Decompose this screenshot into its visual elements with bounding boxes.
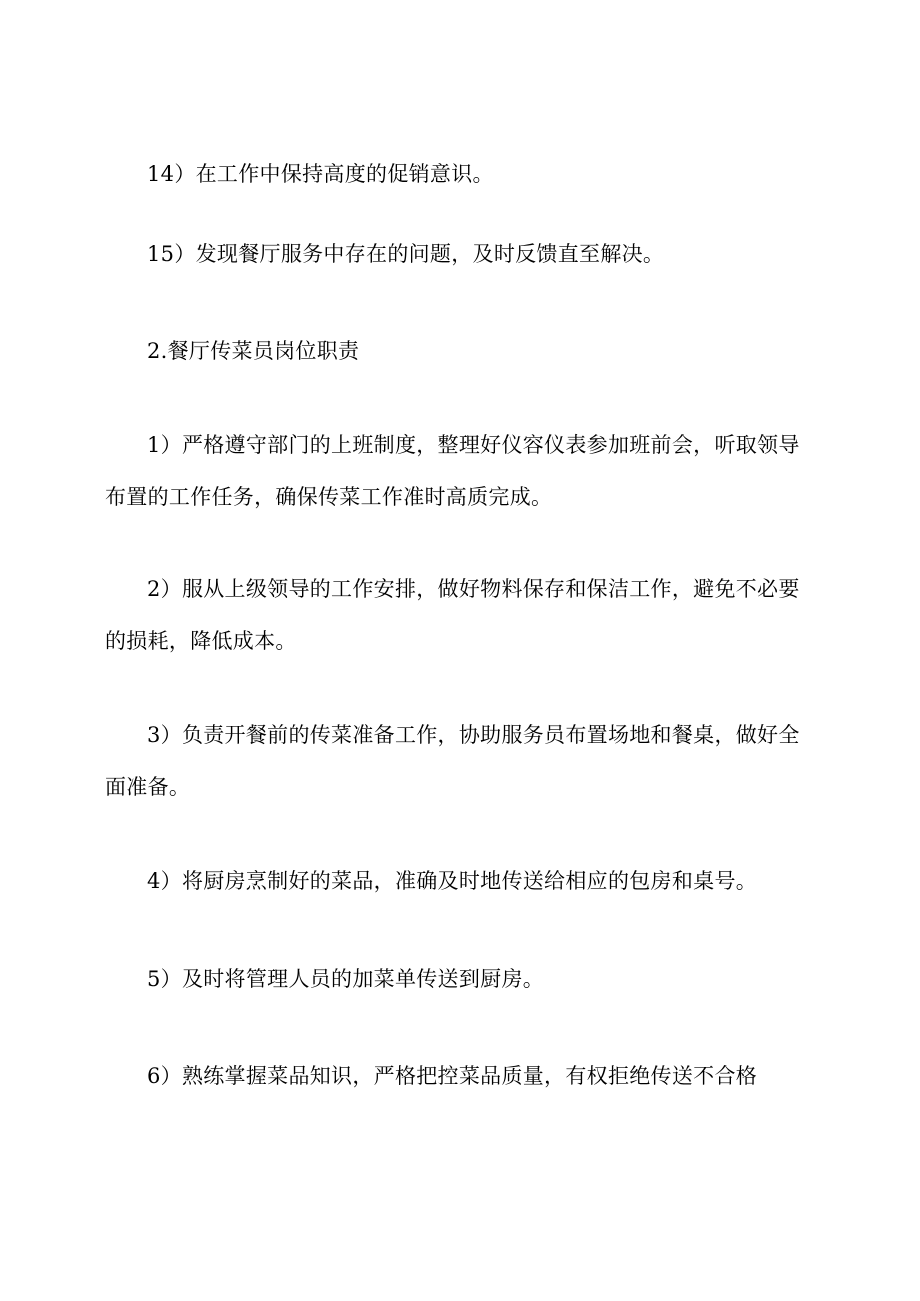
paragraph-item-14: 14）在工作中保持高度的促销意识。: [147, 162, 494, 186]
paragraph-duty-3: 3）负责开餐前的传菜准备工作，协助服务员布置场地和餐桌，做好全面准备。: [105, 723, 800, 799]
paragraph-duty-2: 2）服从上级领导的工作安排，做好物料保存和保洁工作，避免不必要的损耗，降低成本。: [105, 577, 800, 653]
paragraph-item-15: 15）发现餐厅服务中存在的问题，及时反馈直至解决。: [147, 242, 665, 266]
section-heading: 2.餐厅传菜员岗位职责: [147, 339, 360, 363]
paragraph-duty-1: 1）严格遵守部门的上班制度，整理好仪容仪表参加班前会，听取领导布置的工作任务，确保传菜工作准时高质完成。: [105, 433, 800, 509]
paragraph-duty-6: 6）熟练掌握菜品知识，严格把控菜品质量，有权拒绝传送不合格: [147, 1064, 758, 1088]
paragraph-duty-4: 4）将厨房烹制好的菜品，准确及时地传送给相应的包房和桌号。: [147, 869, 758, 893]
paragraph-duty-5: 5）及时将管理人员的加菜单传送到厨房。: [147, 967, 545, 991]
